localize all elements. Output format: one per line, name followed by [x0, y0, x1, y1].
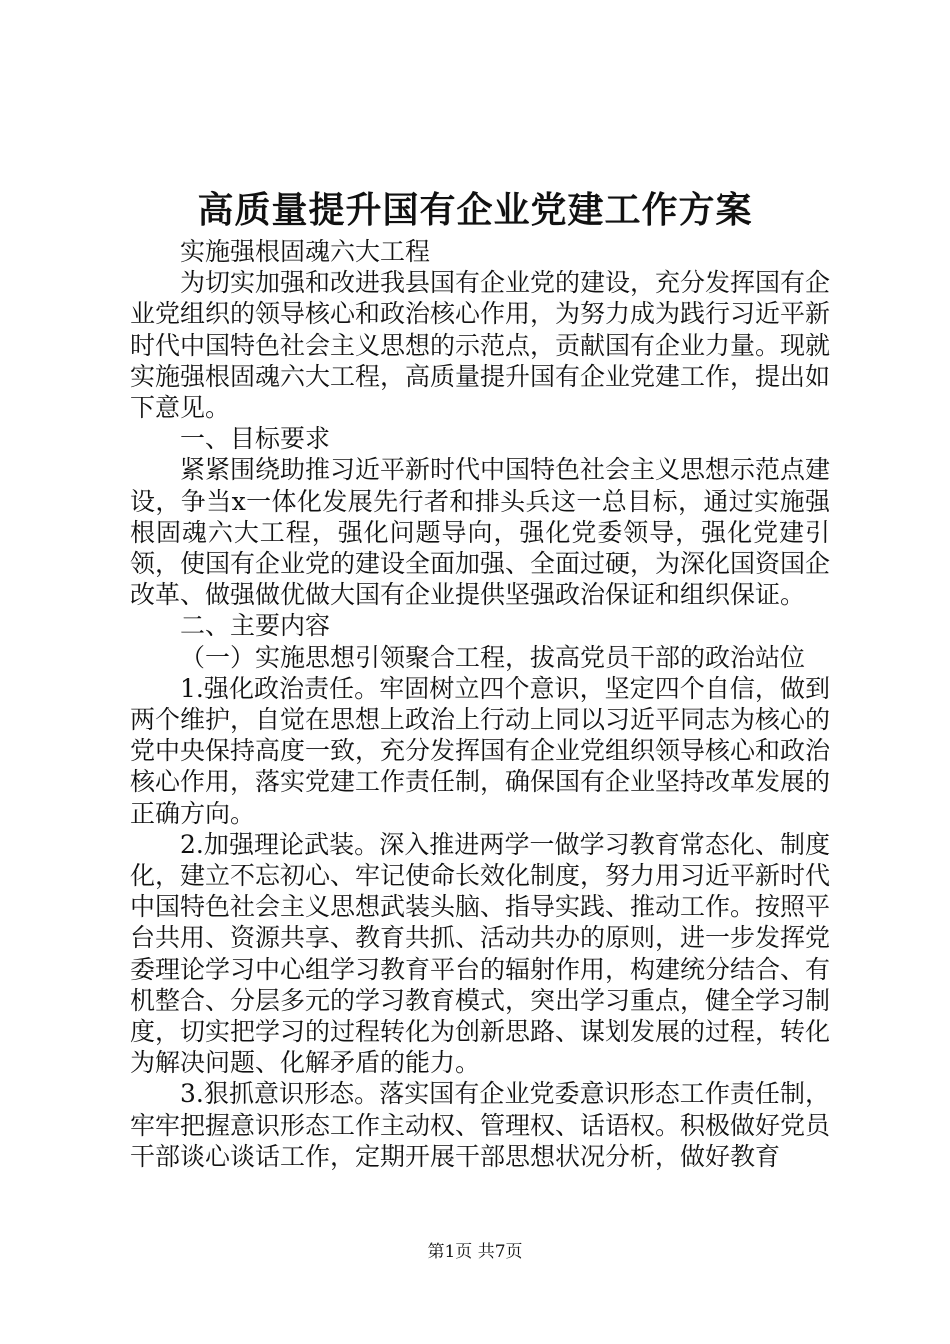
paragraph-item-2: 2.加强理论武装。深入推进两学一做学习教育常态化、制度化，建立不忘初心、牢记使命长效化制度，努力用习近平新时代中国特色社会主义思想武装头脑、指导实践、推动工作。按照平台共用、资源共享、教育共抓、活动共办的原则，进一步发挥党委理论学习中心组学习教育平台的辐射作用，构建统分结合、有机整合、分层多元的学习教育模式，突出学习重点，健全学习制度，切实把学习的过程转化为创新思路、谋划发展的过程，转化为解决问题、化解矛盾的能力。 [130, 829, 831, 1078]
section-heading-goals: 一、目标要求 [180, 424, 331, 454]
paragraph-item-1: 1.强化政治责任。牢固树立四个意识，坚定四个自信，做到两个维护，自觉在思想上政治上行动上同以习近平同志为核心的党中央保持高度一致，充分发挥国有企业党组织领导核心和政治核心作用，落实党建工作责任制，确保国有企业坚持改革发展的正确方向。 [130, 673, 831, 828]
paragraph-goals: 紧紧围绕助推习近平新时代中国特色社会主义思想示范点建设，争当x一体化发展先行者和排头兵这一总目标，通过实施强根固魂六大工程，强化问题导向，强化党委领导，强化党建引领，使国有企业党的建设全面加强、全面过硬，为深化国资国企改革、做强做优做大国有企业提供坚强政治保证和组织保证。 [130, 455, 831, 610]
paragraph-intro: 为切实加强和改进我县国有企业党的建设，充分发挥国有企业党组织的领导核心和政治核心作用，为努力成为践行习近平新时代中国特色社会主义思想的示范点，贡献国有企业力量。现就实施强根固魂六大工程，高质量提升国有企业党建工作，提出如下意见。 [130, 268, 831, 423]
subsection-heading-1: （一）实施思想引领聚合工程，拔高党员干部的政治站位 [180, 642, 806, 672]
page-number-footer: 第1页 共7页 [427, 1242, 523, 1262]
document-body [130, 236, 830, 1172]
document-title: 高质量提升国有企业党建工作方案 [197, 189, 753, 231]
paragraph-subtitle: 实施强根固魂六大工程 [180, 237, 431, 266]
section-heading-content: 二、主要内容 [180, 611, 331, 641]
paragraph-item-3: 3.狠抓意识形态。落实国有企业党委意识形态工作责任制，牢牢把握意识形态工作主动权、管理权、话语权。积极做好党员干部谈心谈话工作，定期开展干部思想状况分析，做好教育 [130, 1079, 831, 1171]
